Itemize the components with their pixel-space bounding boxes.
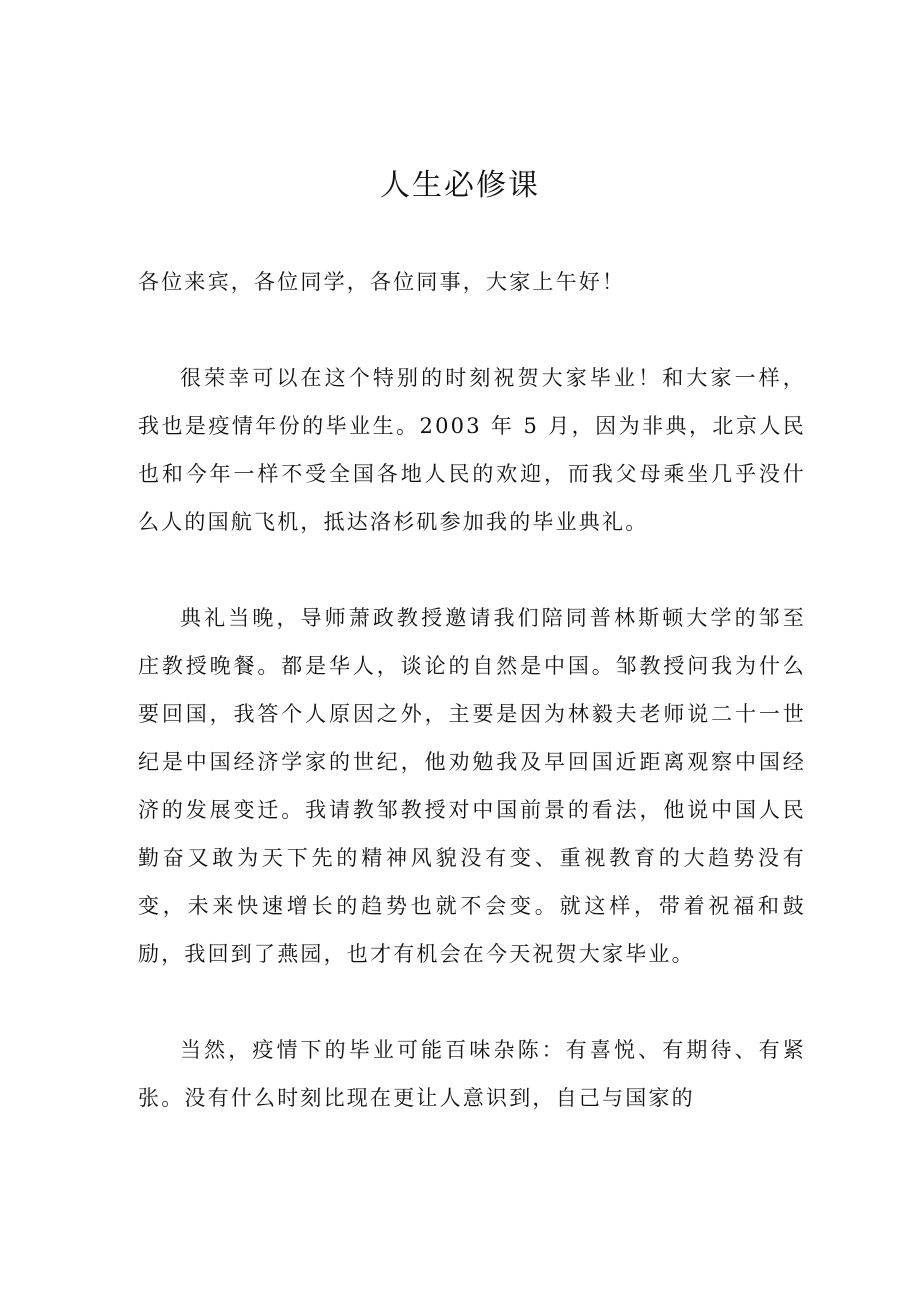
- paragraph-1: 很荣幸可以在这个特别的时刻祝贺大家毕业！和大家一样，我也是疫情年份的毕业生。2003 年 5 月，因为非典，北京人民也和今年一样不受全国各地人民的欢迎，而我父母乘坐几乎没什么人的国航飞机，抵达洛杉矶参加我的毕业典礼。: [138, 366, 806, 534]
- greeting-line: 各位来宾，各位同学，各位同事，大家上午好！: [138, 270, 626, 294]
- document-body: [138, 258, 806, 1170]
- paragraph-2: 典礼当晚，导师萧政教授邀请我们陪同普林斯顿大学的邹至庄教授晚餐。都是华人，谈论的自然是中国。邹教授问我为什么要回国，我答个人原因之外，主要是因为林毅夫老师说二十一世纪是中国经济学家的世纪，他劝勉我及早回国近距离观察中国经济的发展变迁。我请教邹教授对中国前景的看法，他说中国人民勤奋又敢为天下先的精神风貌没有变、重视教育的大趋势没有变，未来快速增长的趋势也就不会变。就这样，带着祝福和鼓励，我回到了燕园，也才有机会在今天祝贺大家毕业。: [138, 606, 806, 966]
- paragraph-3: 当然，疫情下的毕业可能百味杂陈：有喜悦、有期待、有紧张。没有什么时刻比现在更让人意识到，自己与国家的: [138, 1038, 806, 1110]
- document-title: 人生必修课: [380, 168, 540, 203]
